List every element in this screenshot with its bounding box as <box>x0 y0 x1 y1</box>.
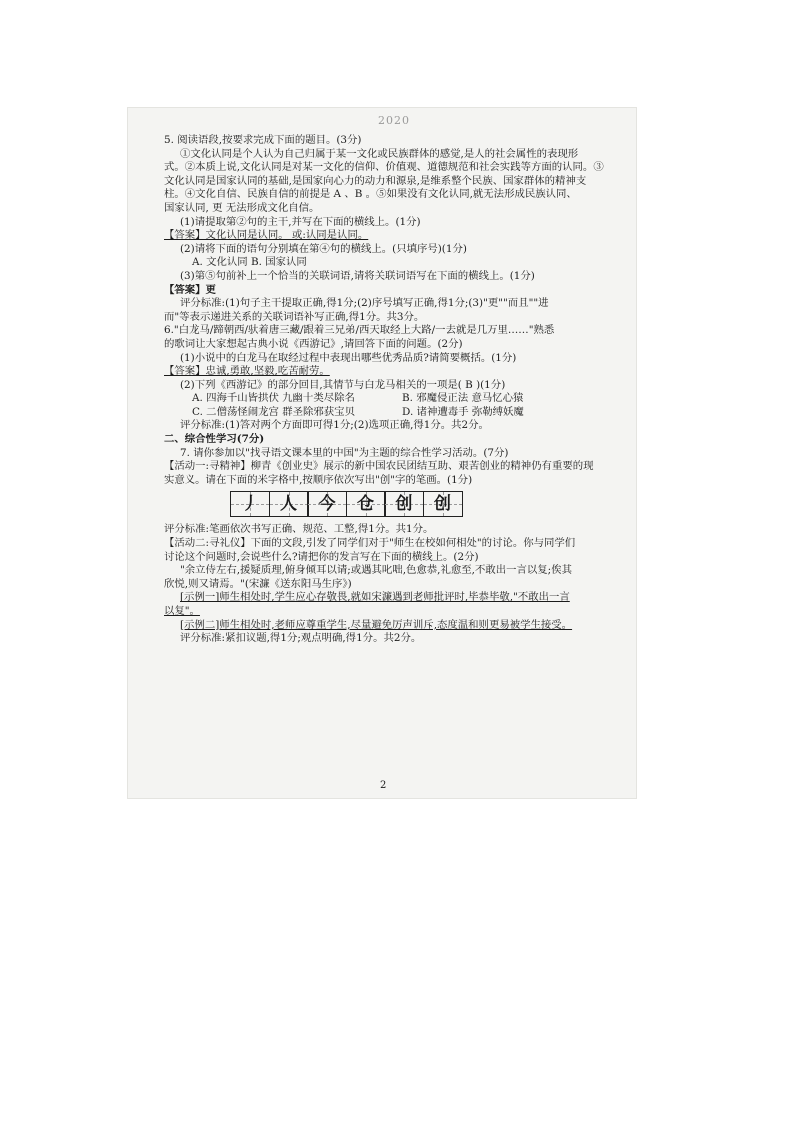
text-line: 二、综合性学习(7分) <box>164 433 265 446</box>
question-7-activities-block <box>164 523 624 645</box>
text-line: 的歌词让大家想起古典小说《西游记》,请回答下面的问题。(2分) <box>164 337 463 350</box>
option-row <box>164 392 624 406</box>
mi-grid-cell <box>423 491 463 517</box>
page-content <box>164 134 624 646</box>
text-line: (2)请将下面的语句分别填在第④句的横线上。(只填序号)(1分) <box>180 242 467 255</box>
text-line: 评分标准:紧扣议题,得1分;观点明确,得1分。共2分。 <box>180 632 422 645</box>
text-line: 6."白龙马/蹄朝西/驮着唐三藏/跟着三兄弟/西天取经上大路/一去就是几万里……"熟悉 <box>164 324 555 337</box>
text-line: 【活动二:寻礼仪】下面的文段,引发了同学们对于"师生在校如何相处"的讨论。你与同学们 <box>164 537 576 550</box>
mi-grid-cell <box>269 491 309 517</box>
text-line: 文化认同是国家认同的基础,是国家向心力的动力和源泉,是维系整个民族、国家群体的精神支 <box>164 174 587 187</box>
text-line: 柱。④文化自信、民族自信的前提是 A 、B 。⑤如果没有文化认同,就无法形成民族认同、 <box>164 188 577 201</box>
text-line: 欣悦,则又请焉。"(宋濂《送东阳马生序》) <box>164 577 352 590</box>
mi-grid-cell <box>230 491 270 517</box>
stroke-char: 丿 <box>241 493 259 514</box>
exam-page <box>128 108 636 798</box>
text-line: A. 文化认同 B. 国家认同 <box>192 256 307 269</box>
text-line: 【答案】文化认同是认同。 或:认同是认同。 <box>164 229 369 242</box>
mi-grid <box>230 491 624 517</box>
stroke-char: 创 <box>395 493 413 514</box>
stroke-char: 创 <box>434 493 451 514</box>
text-line: 实意义。请在下面的米字格中,按顺序依次写出"创"字的笔画。(1分) <box>164 473 473 486</box>
text-line: 评分标准:(1)句子主干提取正确,得1分;(2)序号填写正确,得1分;(3)"更""而且""进 <box>180 297 549 310</box>
text-line: 讨论这个问题时,会说些什么?请把你的发言写在下面的横线上。(2分) <box>164 550 479 563</box>
text-line: (1)请提取第②句的主干,并写在下面的横线上。(1分) <box>180 215 421 228</box>
text-line: 【活动一:寻精神】柳青《创业史》展示的新中国农民团结互助、艰苦创业的精神仍有重要的现 <box>164 460 594 473</box>
text-line: 式。②本质上说,文化认同是对某一文化的信仰、价值观、道德规范和社会实践等方面的认同。③ <box>164 161 604 174</box>
question-7-intro-block <box>164 419 624 487</box>
text-line: 评分标准:笔画依次书写正确、规范、工整,得1分。共1分。 <box>164 523 434 536</box>
text-line: 国家认同, 更 无法形成文化自信。 <box>164 201 320 214</box>
question-5-6-block <box>164 134 624 392</box>
question-6-options <box>164 392 624 419</box>
option-right: D. 诸神遭毒手 弥勒缚妖魔 <box>402 405 524 418</box>
text-line: (3)第⑤句前补上一个恰当的关联词语,请将关联词语写在下面的横线上。(1分) <box>180 269 535 282</box>
text-line: ①文化认同是个人认为自己归属于某一文化或民族群体的感觉,是人的社会属性的表现形 <box>180 147 579 160</box>
mi-grid-cell <box>346 491 386 517</box>
text-line: 评分标准:(1)答对两个方面即可得1分;(2)选项正确,得1分。共2分。 <box>180 419 489 432</box>
text-line: 7. 请你参加以"找寻语文课本里的中国"为主题的综合性学习活动。(7分) <box>180 446 509 459</box>
stroke-char: 人 <box>280 493 297 514</box>
header-corner-text: 2020 <box>378 114 410 127</box>
text-line: 以复"。 <box>164 605 200 617</box>
text-line: 5. 阅读语段,按要求完成下面的题目。(3分) <box>164 134 362 146</box>
option-row <box>164 406 624 420</box>
text-line: "余立侍左右,援疑质理,俯身倾耳以请;或遇其叱咄,色愈恭,礼愈至,不敢出一言以复;俟其 <box>180 564 572 577</box>
text-line: 而"等表示递进关系的关联词语补写正确,得1分。共3分。 <box>164 310 425 323</box>
text-line: (2)下列《西游记》的部分回目,其情节与白龙马相关的一项是( B )(1分) <box>180 378 506 391</box>
text-line: 【答案】忠诚,勇敢,坚毅,吃苦耐劳。 <box>164 365 330 378</box>
page-number: 2 <box>380 780 387 791</box>
text-line: [示例二]师生相处时,老师应尊重学生,尽量避免厉声训斥,态度温和则更易被学生接受。 <box>180 618 573 631</box>
text-line: (1)小说中的白龙马在取经过程中表现出哪些优秀品质?请简要概括。(1分) <box>180 351 517 364</box>
stroke-char: 仓 <box>357 493 374 514</box>
mi-grid-cell <box>307 491 347 517</box>
text-line: [示例一]师生相处时,学生应心存敬畏,就如宋濂遇到老师批评时,毕恭毕敬,"不敢出一言 <box>180 591 570 604</box>
option-left: C. 二僧荡怪闹龙宫 群圣除邪获宝贝 <box>192 405 355 418</box>
stroke-char: 今 <box>318 493 336 514</box>
option-right: B. 邪魔侵正法 意马忆心猿 <box>402 392 524 405</box>
text-line: 【答案】更 <box>164 283 216 296</box>
mi-grid-cell <box>384 491 424 517</box>
option-left: A. 四海千山皆拱伏 九幽十类尽除名 <box>192 392 355 405</box>
